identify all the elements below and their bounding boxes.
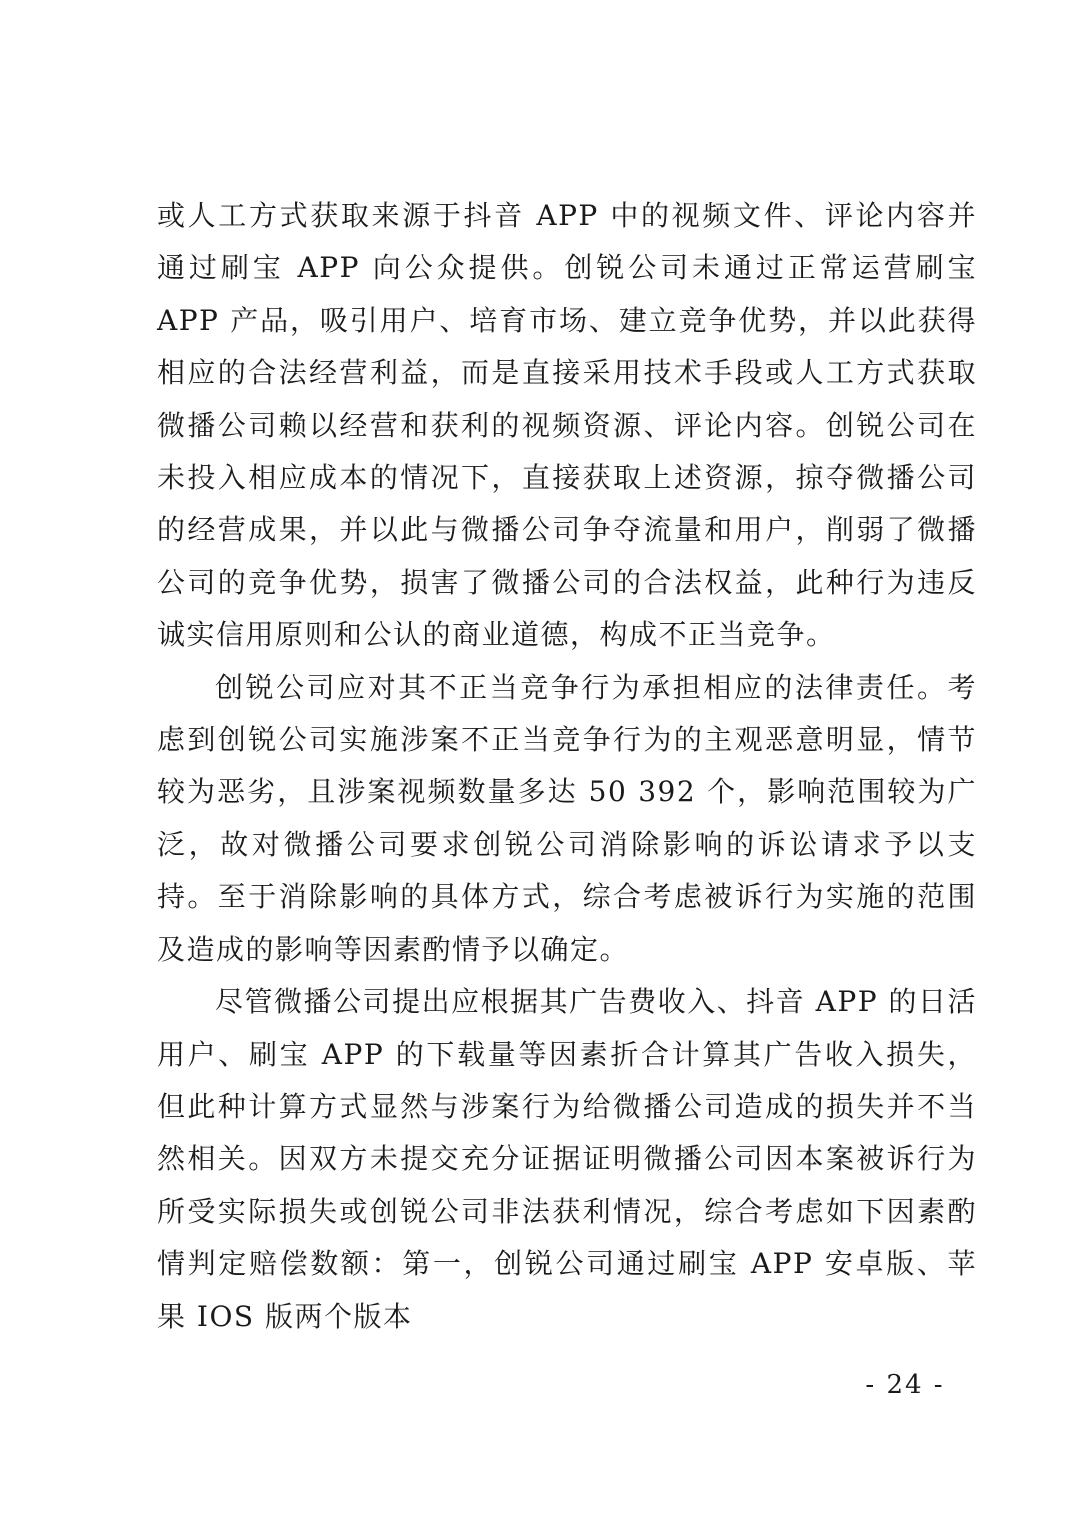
paragraph-2: 创锐公司应对其不正当竞争行为承担相应的法律责任。考虑到创锐公司实施涉案不正当竞争行为的主观恶意明显，情节较为恶劣，且涉案视频数量多达 50 392 个，影响范围较为广泛，故对微播公司要求创锐公司消除影响的诉讼请求予以支持。至于消除影响的具体方式，综合考虑被诉行为实施的范围及造成的影响等因素酌情予以确定。 bbox=[157, 670, 977, 966]
paragraph-3: 尽管微播公司提出应根据其广告费收入、抖音 APP 的日活用户、刷宝 APP 的下载量等因素折合计算其广告收入损失，但此种计算方式显然与涉案行为给微播公司造成的损失并不当然相关。因双方未提交充分证据证明微播公司因本案被诉行为所受实际损失或创锐公司非法获利情况，综合考虑如下因素酌情判定赔偿数额：第一，创锐公司通过刷宝 APP 安卓版、苹果 IOS 版两个版本 bbox=[157, 985, 977, 1333]
page-number: - 24 - bbox=[865, 1370, 945, 1400]
paragraph-1: 或人工方式获取来源于抖音 APP 中的视频文件、评论内容并通过刷宝 APP 向公众提供。创锐公司未通过正常运营刷宝 APP 产品，吸引用户、培育市场、建立竞争优势，并以此获得相应的合法经营利益，而是直接采用技术手段或人工方式获取微播公司赖以经营和获利的视频资源、评论内容。创锐公司在未投入相应成本的情况下，直接获取上述资源，掠夺微播公司的经营成果，并以此与微播公司争夺流量和用户，削弱了微播公司的竞争优势，损害了微播公司的合法权益，此种行为违反诚实信用原则和公认的商业道德，构成不正当竞争。 bbox=[157, 199, 977, 652]
body-text bbox=[157, 190, 977, 1343]
